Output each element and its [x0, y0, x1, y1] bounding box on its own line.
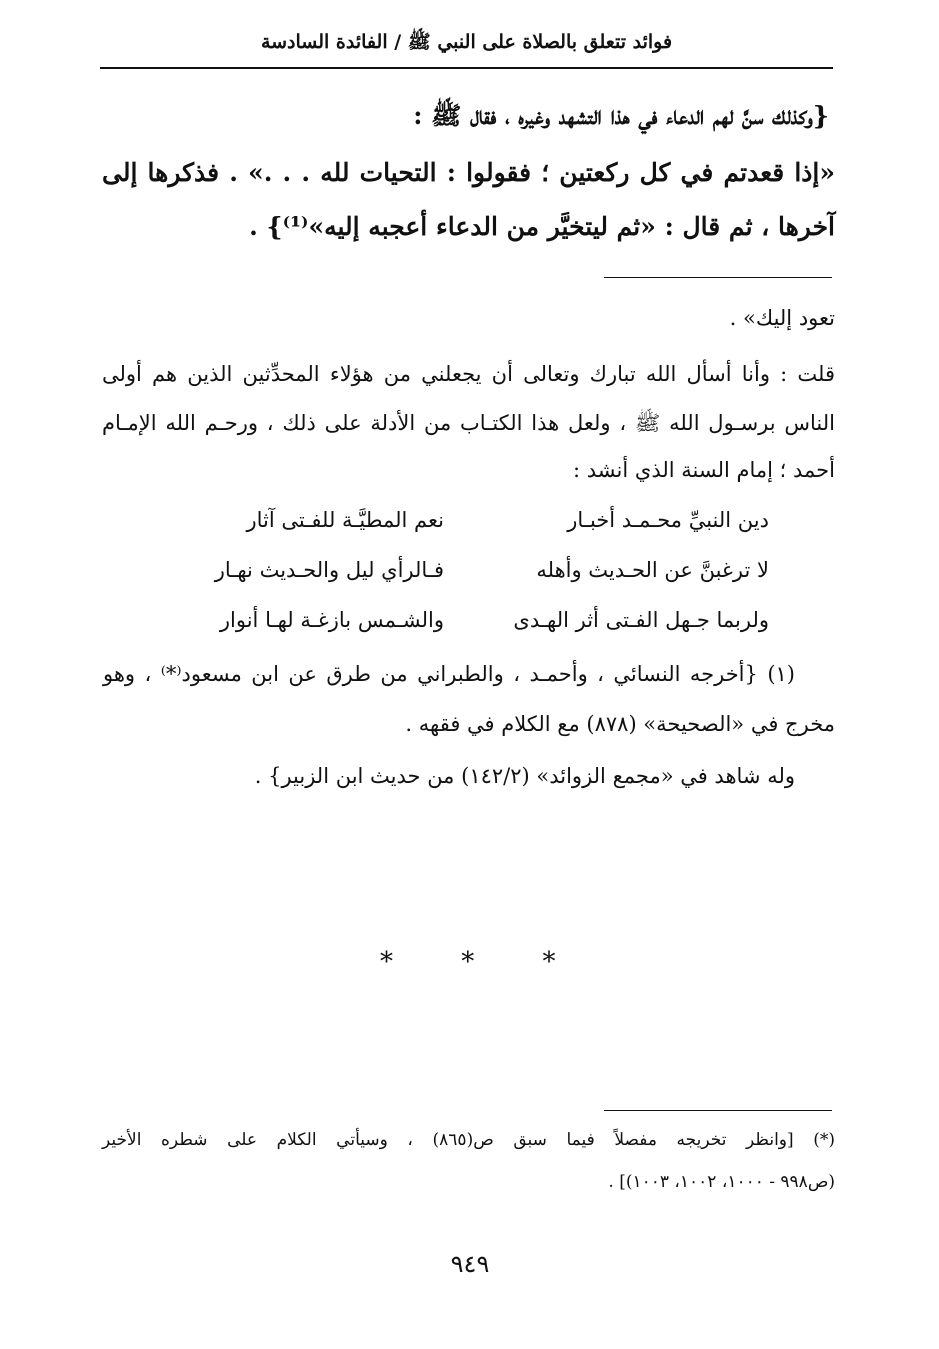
section-separator: * * * [380, 947, 586, 977]
paragraph-line-1: قلت : وأنا أسأل الله تبارك وتعالى أن يجعلني من هؤلاء المحدِّثين الذين هم أولى [102, 362, 835, 386]
footnote-star-line-1: (*) [وانظر تخريجه مفصلاً فيما سبق ص(٨٦٥) ، وسيأتي الكلام على شطره الأخير [102, 1130, 835, 1150]
verse-3-second-half: والشـمس بازغـة لهـا أنوار [219, 608, 444, 632]
section-rule [604, 277, 832, 278]
paragraph-line-3: أحمد ؛ إمام السنة الذي أنشد : [573, 458, 835, 482]
header-rule [100, 67, 833, 69]
main-text-line-3: آخرها ، ثم قال : «ثم ليتخيَّر من الدعاء أعجبه إليه»⁽¹⁾} . [249, 212, 835, 241]
verse-1-first-half: دين النبيِّ محـمـد أخبـار [567, 508, 769, 532]
footnote-1-line-3: وله شاهد في «مجمع الزوائد» (١٤٢/٢) من حديث ابن الزبير} . [254, 764, 795, 788]
footnote-1-line-1: (١) {أخرجه النسائي ، وأحمـد ، والطبراني من طرق عن ابن مسعود⁽*⁾ ، وهو [103, 662, 795, 686]
verse-2-first-half: لا ترغبنَّ عن الحـديث وأهله [536, 558, 769, 582]
main-text-line-1: {وكذلك سنَّ لهم الدعاء في هذا التشهد وغيره ، فقال ﷺ : [413, 101, 829, 130]
verse-3-first-half: ولربما جـهل الفـتى أثر الهـدى [513, 608, 769, 632]
main-text-line-2: «إذا قعدتم في كل ركعتين ؛ فقولوا : التحيات لله . . .» . فذكرها إلى [102, 158, 835, 187]
footnote-rule [604, 1110, 832, 1111]
verse-2-second-half: فـالرأي ليل والحـديث نهـار [214, 558, 444, 582]
verse-1-second-half: نعم المطيَّـة للفـتى آثار [246, 508, 444, 532]
running-header: فوائد تتعلق بالصلاة على النبي ﷺ / الفائدة السادسة [260, 31, 673, 53]
page-number: ٩٤٩ [450, 1250, 490, 1278]
footnote-star-line-2: (ص٩٩٨ - ١٠٠٠، ١٠٠٢، ١٠٠٣)] . [608, 1172, 835, 1192]
paragraph-line-2: الناس برسـول الله ﷺ ، ولعل هذا الكتـاب من الأدلة على ذلك ، ورحـم الله الإمـام [102, 411, 835, 435]
footnote-1-line-2: مخرج في «الصحيحة» (٨٧٨) مع الكلام في فقهه . [405, 712, 835, 736]
continuation-line: تعود إليك» . [729, 306, 835, 330]
